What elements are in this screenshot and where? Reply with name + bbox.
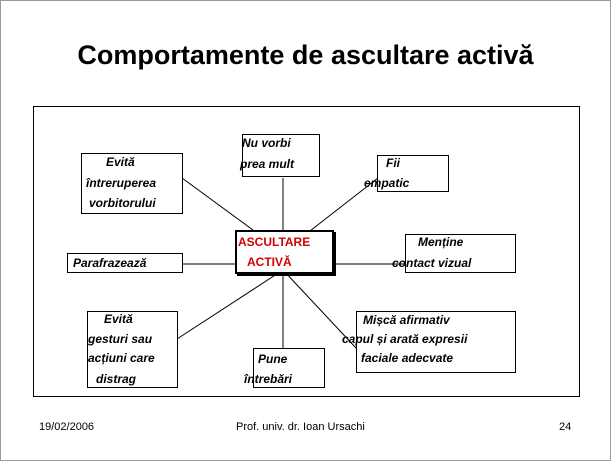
nu-vorbi-line-1: Nu vorbi [242,136,291,150]
footer-page-number: 24 [559,421,572,433]
connector-evita-gesturi [177,270,283,339]
misca-afirmativ-line-2: capul și arată expresii [342,332,468,346]
nu-vorbi-line-2: prea mult [240,157,295,171]
pune-intrebari-line-1: Pune [258,352,288,366]
evita-gesturi-line-2: gesturi sau [88,332,153,346]
mentine-contact-line-1: Menține [418,235,464,249]
evita-gesturi-line-1: Evită [104,312,133,326]
misca-afirmativ-line-3: faciale adecvate [361,351,454,365]
slide-title: Comportamente de ascultare activă [77,40,534,70]
parafrazeaza-line-1: Parafrazează [73,256,147,270]
mentine-contact-line-2: contact vizual [392,256,472,270]
pune-intrebari-line-2: întrebări [244,372,293,386]
fii-empatic-line-1: Fii [386,156,400,170]
fii-empatic-line-2: empatic [364,176,410,190]
evita-intreruperea-line-3: vorbitorului [89,196,156,210]
center-node-line-2: ACTIVĂ [247,255,292,269]
footer-author: Prof. univ. dr. Ioan Ursachi [236,421,365,433]
evita-gesturi-line-3: acțiuni care [88,351,155,365]
footer-date: 19/02/2006 [39,421,95,433]
misca-afirmativ-line-1: Mișcă afirmativ [363,313,450,327]
center-node-line-1: ASCULTARE [238,235,311,249]
evita-intreruperea-line-2: întreruperea [86,176,157,190]
evita-intreruperea-line-1: Evită [106,155,135,169]
evita-gesturi-line-4: distrag [96,372,137,386]
